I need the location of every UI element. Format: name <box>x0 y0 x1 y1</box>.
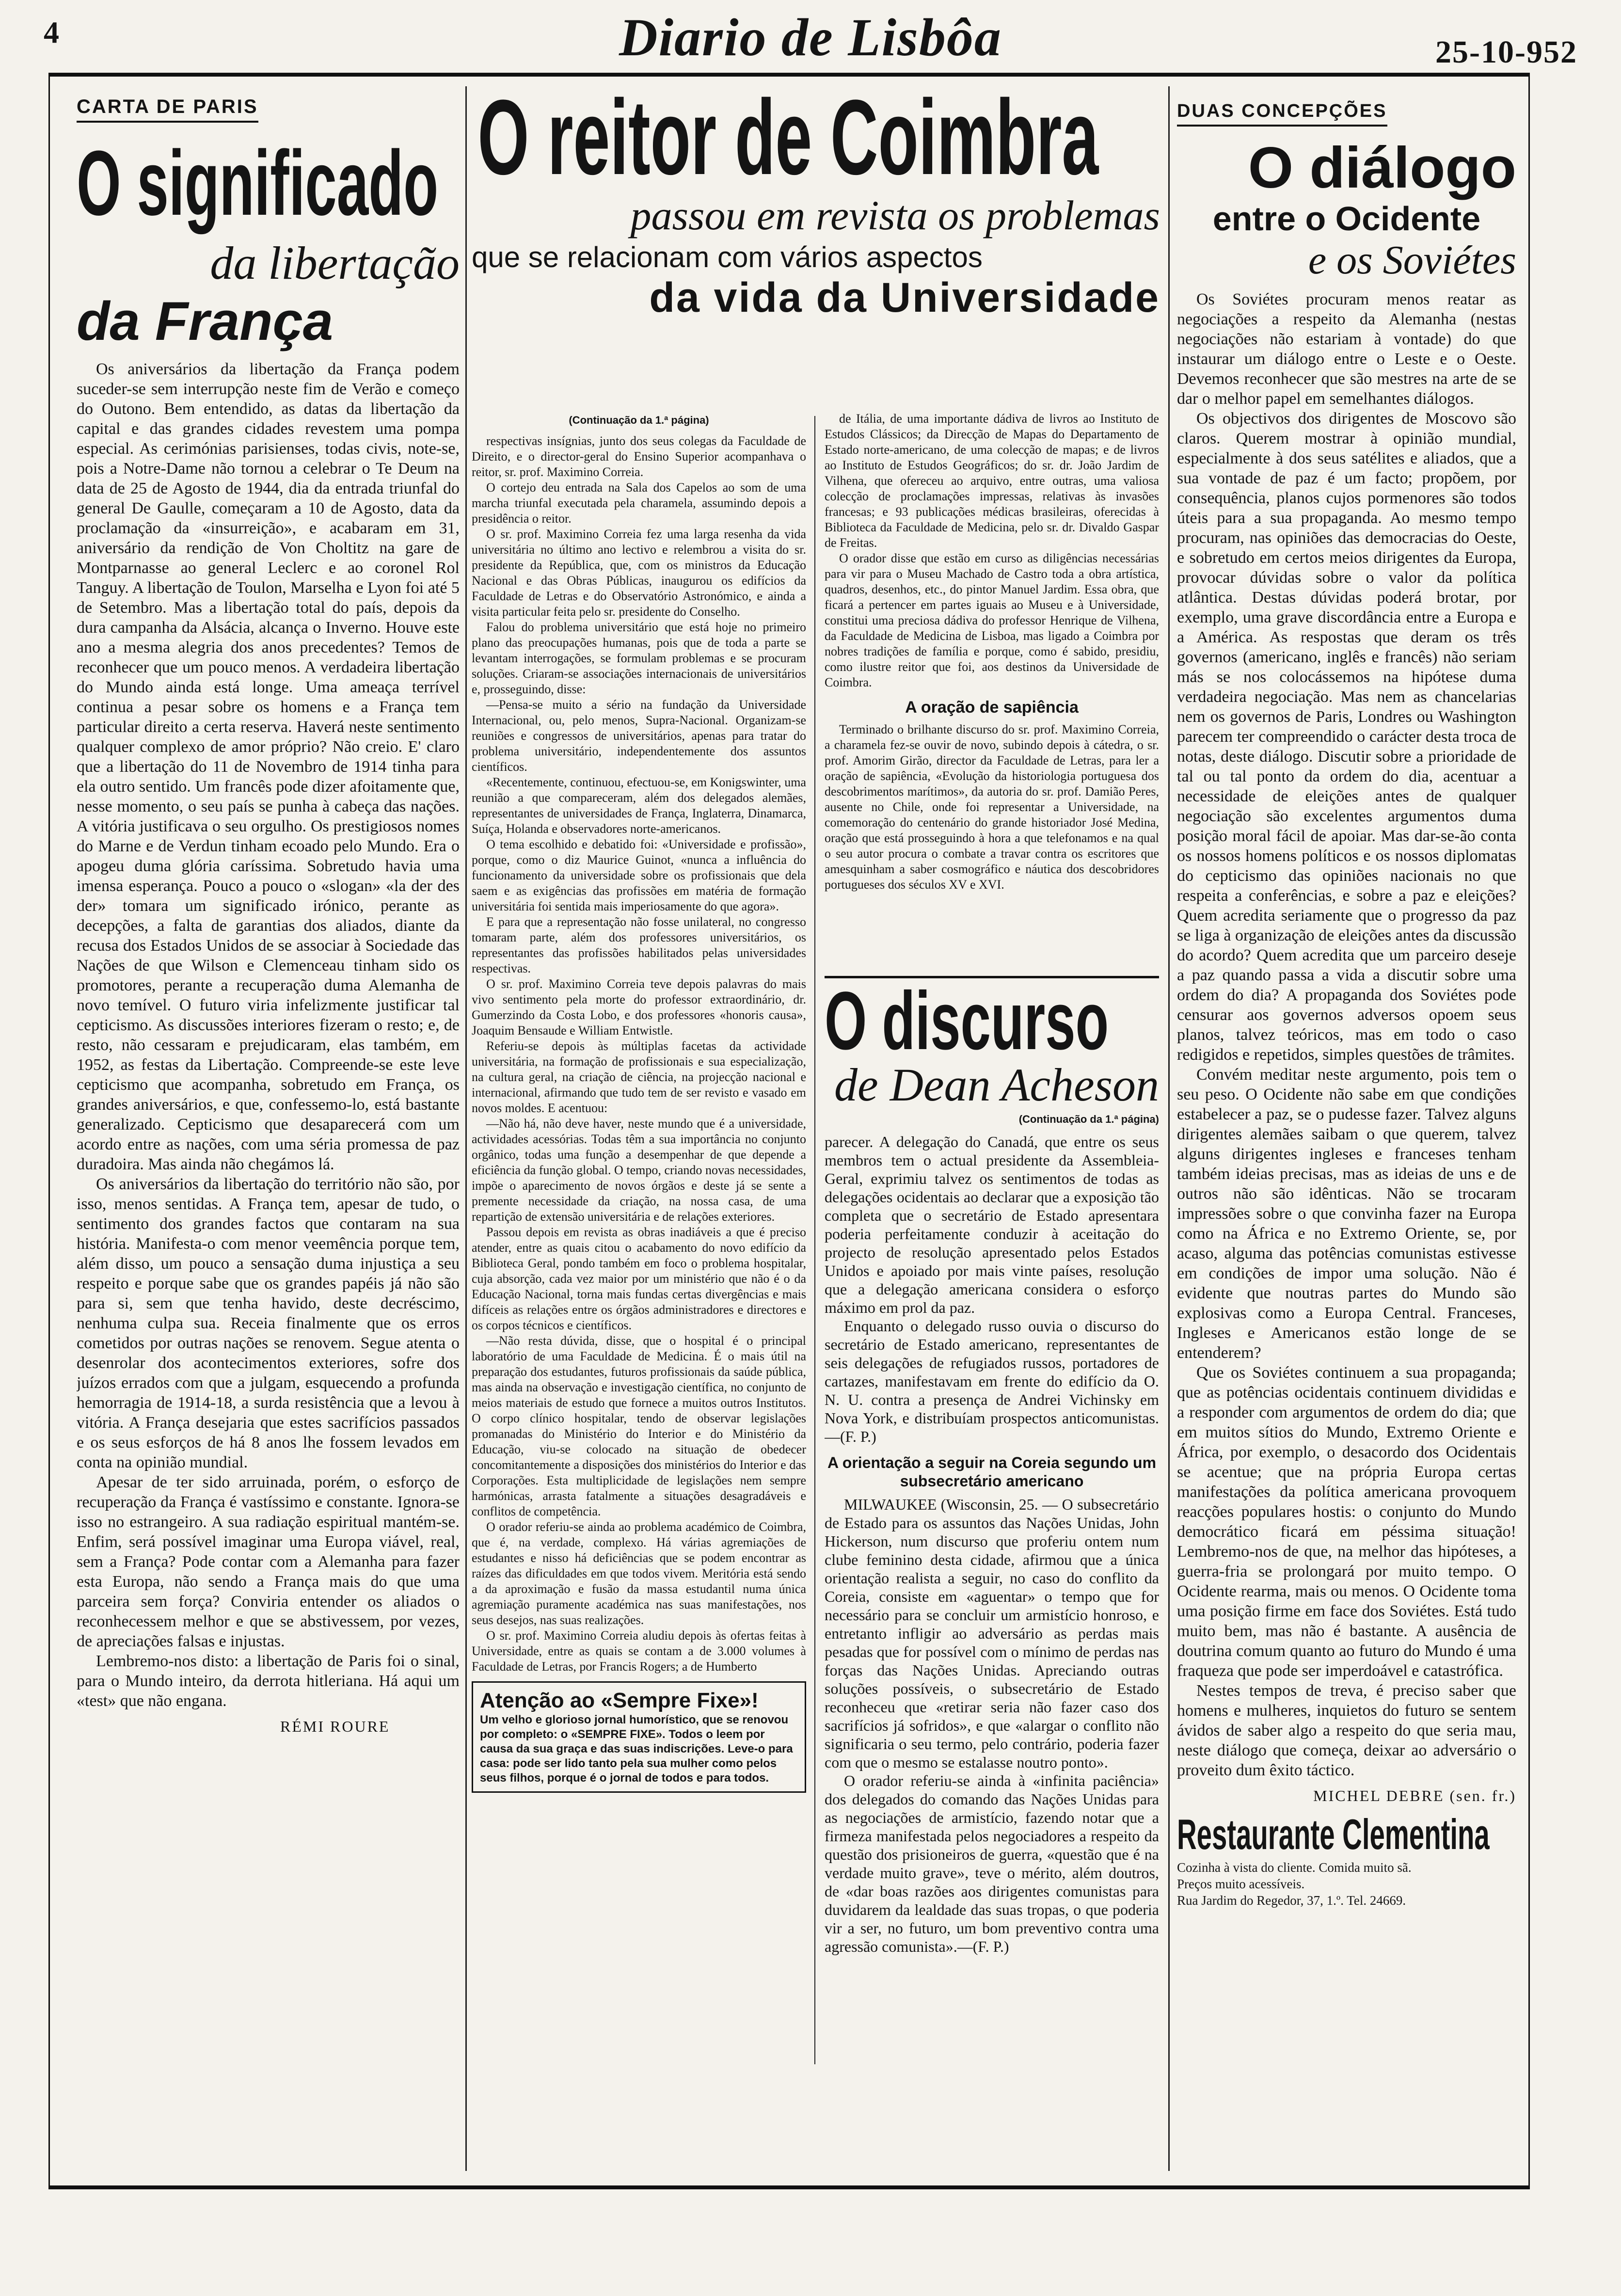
coimbra-column-a <box>472 411 806 2118</box>
article-headline: O diálogo <box>1248 135 1516 200</box>
paragraph: —Não há, não deve haver, neste mundo que é a universidade, actividades acessórias. Todas têm a sua importância no conjunto orgânico, todas uma função a desempenhar de que depende a eficiência da função global. O tempo, criando novas necessidades, impõe o aparecimento de novos órgãos e deste já se sente a premente necessidade da criação, na nossa casa, de uma repartição de extensão universitária e de relações exteriores. <box>472 1116 806 1224</box>
paragraph: Que os Soviétes continuem a sua propaganda; que as potências ocidentais continuem divididas e a responder com argumentos de ordem do dia; que em muitos sítios do Mundo, Extremo Oriente e África, por exemplo, o desacordo dos Ocidentais se acentue; que na própria Europa certas manifestações da política americana provoquem reacções populares hostis: o conjunto do Mundo democrático ficará em péssima situação! Lembremo-nos de que, na melhor das hipóteses, a guerra-fria se prolongará por muito tempo. O Ocidente rearma, mais ou menos. O Ocidente toma uma posição firme em face dos Soviétes. Está tudo muito bem, mas não é bastante. A ausência de doutrina comum quanto ao futuro do Mundo é uma fraqueza que pode ser imperdoável e catastrófica. <box>1177 1364 1516 1680</box>
article-body <box>825 411 1159 690</box>
article-headline: O discurso <box>825 976 1109 1067</box>
paragraph: O tema escolhido e debatido foi: «Universidade e profissão», porque, como o diz Maurice Guinot, «nunca a influência do funcionamento da universidade sobre os profissionais que dela saem e as exigências das profissões em matéria de formação universitária foi sentida mais imperiosamente do que agora». <box>472 837 806 913</box>
article-deck: passou em revista os problemas <box>630 192 1160 239</box>
article-headline: O reitor de Coimbra <box>477 78 1099 197</box>
article-byline: MICHEL DEBRE (sen. fr.) <box>1313 1787 1516 1804</box>
article-deck-line-3: da vida da Universidade <box>649 274 1160 321</box>
advert-text: Um velho e glorioso jornal humorístico, que se renovou por completo: o «SEMPRE FIXE». Todos o leem por causa da sua graça e das suas indiscrições. Leve-o para casa: pode ser lido tanto pela sua mulher como pelos seus filhos, porque é o jornal de todos e para todos. <box>480 1713 793 1785</box>
paragraph: Apesar de ter sido arruinada, porém, o esforço de recuperação da França é vastíssimo e constante. Ignora-se isso no estrangeiro. A sua radiação espiritual mantém-se. Enfim, será possível imaginar uma Europa viável, real, sem a França? Pode contar com a Alemanha para fazer esta Europa, não sendo a França mais do que uma parceira sem força? Conviria entender os aliados o reconhecessem melhor e que se abstivessem, por vezes, de apreciações falsas e injustas. <box>77 1473 460 1650</box>
paragraph: Convém meditar neste argumento, pois tem o seu peso. O Ocidente não sabe em que condições estabelecer a paz, se o pudesse fazer. Talvez alguns dirigentes alemães saibam o que querem, talvez alguns dirigentes ingleses e franceses tenham também ideias precisas, mas as ideias de uns e de outros não são idênticas. Não se trocaram impressões sobre o que convinha fazer na Europa como na África e no Extremo Oriente, se, por acaso, alguma das potências comunistas estivesse em condições de impor uma solução. Não é evidente que noutras partes do Mundo são explosivas como a Europa Central. Franceses, Ingleses e Americanos estão longe de se entenderem? <box>1177 1066 1516 1362</box>
paragraph: O orador referiu-se ainda à «infinita paciência» dos delegados do comando das Nações Unidas para as negociações de armistício, fazendo notar que a firmeza manifestada pelos negociadores a respeito da questão dos prisioneiros de guerra, «questão que é na verdade muito grave», teve o mérito, além doutros, de «dar boas razões aos dirigentes comunistas para duvidarem da lealdade das suas tropas, o que poderia vir a ser, no futuro, um bom preventivo contra uma agressão comunista».—(F. P.) <box>825 1772 1159 1955</box>
section-subhead: A oração de sapiência <box>905 698 1079 717</box>
advert-address: Rua Jardim do Regedor, 37, 1.º. Tel. 24669. <box>1177 1893 1406 1908</box>
paragraph: E para que a representação não fosse unilateral, no congresso tomaram parte, além dos professores universitários, os representantes das profissões habilitados pelas universidades respectivas. <box>472 915 806 975</box>
paragraph: Os Soviétes procuram menos reatar as negociações a respeito da Alemanha (nestas negociações não estariam à vontade) do que instaurar um diálogo entre o Leste e o Oeste. Devemos reconhecer que são mestres na arte de se dar o melhor papel em semelhantes diálogos. <box>1177 290 1516 408</box>
article-body <box>1177 289 1516 1780</box>
paragraph: Falou do problema universitário que está hoje no primeiro plano das preocupações humanas, pois que de toda a parte se levantam interrogações, se formulam problemas e se procuram soluções. Criaram-se associações internacionais de universitários e, prosseguindo, disse: <box>472 620 806 696</box>
article-paris-letter <box>77 77 460 2176</box>
article-body <box>77 359 460 1711</box>
paragraph: O sr. prof. Maximino Correia teve depois palavras do mais vivo sentimento pela morte do professor extraordinário, dr. Gumerzindo da Costa Lobo, e dos professores «honoris causa», Joaquim Bensaude e William Entwistle. <box>472 977 806 1037</box>
paragraph: O orador disse que estão em curso as diligências necessárias para vir para o Museu Machado de Castro toda a obra artística, quadros, desenhos, etc., do pintor Manuel Jardim. Essa obra, que ficará a pertencer em partes iguais ao Museu e à Universidade, constitui uma preciosa dádiva do professor Henrique de Vilhena, da Faculdade de Medicina de Lisboa, mas ligado a Coimbra por nobres tradições de família e porque, como é sabido, presidiu, como ilustre reitor que foi, aos destinos da Universidade de Coimbra. <box>825 551 1159 689</box>
paragraph: Enquanto o delegado russo ouvia o discurso do secretário de Estado americano, representantes de seis delegações de refugiados russos, portadores de cartazes, manifestavam em frente do edifício da O. N. U. contra a presença de Andrei Vichinsky em Nova York, e distribuíam prospectos anticomunistas.—(F. P.) <box>825 1317 1159 1445</box>
paragraph: O cortejo deu entrada na Sala dos Capelos ao som de uma marcha triunfal executada pela charamela, assumindo depois a presidência o reitor. <box>472 480 806 526</box>
paragraph: Os aniversários da libertação da França podem suceder-se sem interrupção neste fim de Verão e começo do Outono. Bem entendido, as datas da libertação da capital e das grandes cidades revestem uma pompa especial. As cerimónias parisienses, todas civis, note-se, pois a Notre-Dame não tornou a celebrar o Te Deum na data de 25 de Agosto de 1944, dia da entrada triunfal do general De Gaulle, começaram a 10 de Agosto, data da proclamação da «insurreição», e acabaram em 31, aniversário da rendição de Von Choltitz na gare de Montparnasse ao general Leclerc e ao coronel Rol Tanguy. A libertação de Toulon, Marselha e Lyon foi até 5 de Setembro. Mas a libertação total do país, depois da dura campanha da Alsácia, alcança o Inverno. Houve este ano a mesma alegria dos anos precedentes? Temos de reconhecer que um pouco menos. A verdadeira libertação do Mundo ainda está longe. Uma ameaça terrível continua a pesar sobre os homens e a França tem particular direito a certa reserva. Haverá neste sentimento qualquer complexo de amor próprio? Não creio. E' claro que a libertação do 11 de Novembro de 1914 tinha para ela outro sentido. Um francês pode dizer afoitamente que, nesse momento, o seu país se punha à cabeça das nações. A vitória justificava o seu orgulho. Os prestigiosos nomes do Marne e de Verdun tinham ecoado pelo Mundo. Era o apogeu duma glória caríssima. Sobretudo havia uma imensa esperança. Pouco a pouco o «slogan» «la der des der» tomara um significado irónico, perante as decepções, a falta de garantias dos aliados, diante da recusa dos Estados Unidos de se associar à Sociedade das Nações de que Wilson e Clemenceau tinham sido os promotores, perante a recuperação duma Alemanha de novo temível. O futuro viria infelizmente justificar tal cepticismo. As discussões interiores fizeram o resto; e, de resto, não cessaram e prejudicaram, elas também, em 1952, as festas da Libertação. Compreende-se este leve cepticismo que acompanha, sobretudo em França, os grandes aniversários, e que, confessemo-lo, está bastante generalizado. Cepticismo que desaparecerá com um acordo entre as nações, com uma séria promessa de paz duradoira. Mas ainda não chegámos lá. <box>77 360 460 1173</box>
article-body <box>825 1132 1159 1446</box>
article-kicker: CARTA DE PARIS <box>77 96 258 123</box>
article-body <box>472 433 806 1674</box>
article-body <box>825 1495 1159 1956</box>
article-byline: RÉMI ROURE <box>280 1718 390 1735</box>
paragraph: de Itália, de uma importante dádiva de livros ao Instituto de Estudos Clássicos; da Direcção de Mapas do Departamento de Estado norte-americano, de uma colecção de mapas; e de livros ao Instituto de Estudos Geográficos; do sr. dr. João Jardim de Vilhena, que ofereceu ao arquivo, entre outras, uma valiosa colecção de proclamações impressas, relativas às invasões francesas; e 93 publicações médicas brasileiras, oferecidas à Biblioteca da Faculdade de Medicina, pelo sr. dr. Divaldo Gaspar de Freitas. <box>825 412 1159 550</box>
page-frame <box>48 73 1530 2189</box>
advert-title: Atenção ao «Sempre Fixe»! <box>480 1689 759 1712</box>
paragraph: parecer. A delegação do Canadá, que entre os seus membros tem o actual presidente da Assembleia-Geral, exprimiu talvez os sentimentos de todas as delegações ocidentais ao declarar que a exposição tão completa que o secretário de Estado apresentara poderia perfeitamente conduzir à aceitação do projecto de resolução apresentado pelos Estados Unidos e apoiado por mais vinte países, resolução que a delegação americana considera o esforço máximo em prol da paz. <box>825 1133 1159 1316</box>
article-headline-line-3: da França <box>77 291 334 351</box>
advert-title: Restaurante Clementina <box>1177 1810 1490 1858</box>
advert-line: Cozinha à vista do cliente. Comida muito sã. <box>1177 1860 1412 1875</box>
article-kicker: DUAS CONCEPÇÕES <box>1177 101 1387 127</box>
coimbra-column-b <box>825 411 1159 944</box>
paragraph: Os objectivos dos dirigentes de Moscovo são claros. Querem mostrar à opinião mundial, especialmente à dos seus satélites e aliados, que a sua vontade de paz é um facto; propõem, por consequência, planos cujos pormenores são todos úteis para a sua propaganda. Ao mesmo tempo procuram, nas opiniões das democracias do Oeste, e sobretudo em certos meios dirigentes da Europa, provocar dúvidas sobre o valor da política atlântica. Destas dúvidas poderá brotar, por exemplo, uma grave discordância entre a Europa e a América. As respostas que deram os três governos (americano, inglês e francês) não seriam más se nos colocássemos na hipótese duma verdadeira negociação. Mas nem as chancelarias nem os governos de Paris, Londres ou Washington parecem ter compreendido o carácter desta troca de notas, deste diálogo. Discutir sobre a prioridade de tal ou tal ponto da ordem do dia, acentuar a necessidade de eleições antes de qualquer negociação são excelentes argumentos duma posição moral fácil de apoiar. Mas dar-se-ão conta os nossos homens políticos e os nossos diplomatas do cepticismo das opiniões nacionais no que respeita a conferências, e sobre a paz e eleições? Quem acredita seriamente que o progresso da paz se liga à organização de eleições antes da discussão do acordo? Quem acredita que um parceiro deseje a paz quando passa a vida a discutir sobre uma ordem do dia? A propaganda dos Soviétes pode censurar aos governos adversos opoem seus planos, talvez teóricos, mas em todo o caso redigidos e repetidos, simples questões de trâmites. <box>1177 410 1516 1064</box>
article-headline-line-2: da libertação <box>210 237 460 289</box>
paragraph: MILWAUKEE (Wisconsin, 25. — O subsecretário de Estado para os assuntos das Nações Unidas, John Hickerson, num discurso que proferiu ontem num clube feminino desta cidade, afirmou que a única orientação realista a seguir, no caso do conflito da Coreia, consiste em «aguentar» o tempo que for necessário para se concluir um armistício honroso, e entretanto infligir ao adversário as perdas mais pesadas que for possível com o mínimo de perdas nas forças das Nações Unidas. Apreciando outras soluções possíveis, o subsecretário de Estado reconheceu que «retirar seria não fazer caso dos sacrifícios já sofridos», e que «alargar o conflito não significaria o seu termo, pelo contrário, poderia fazer com que o mesmo se estalasse noutro ponto». <box>825 1496 1159 1771</box>
paragraph: O sr. prof. Maximino Correia aludiu depois às ofertas feitas à Universidade, entre as quais se contam a de 3.000 volumes à Faculdade de Letras, por Francis Rogers; a de Humberto <box>472 1628 806 1674</box>
paragraph: respectivas insígnias, junto dos seus colegas da Faculdade de Direito, e o director-geral do Ensino Superior acompanhava o reitor, sr. prof. Maximino Correia. <box>472 434 806 479</box>
column-rule <box>1168 86 1170 2171</box>
article-acheson-speech <box>825 976 1159 2176</box>
article-headline-line-2: entre o Ocidente <box>1212 200 1481 238</box>
advert-line: Preços muito acessíveis. <box>1177 1877 1305 1891</box>
paragraph: O sr. prof. Maximino Correia fez uma larga resenha da vida universitária no último ano lectivo e relembrou a visita do sr. presidente da República, que, com os ministros da Educação Nacional e das Obras Públicas, inaugurou os edifícios da Faculdade de Letras e do Observatório Astronómico, e ainda a visita particular feita pelo sr. presidente do Conselho. <box>472 527 806 619</box>
restaurant-advert <box>1177 1810 1516 1909</box>
article-coimbra-rector <box>472 77 1160 2176</box>
section-subhead: A orientação a seguir na Coreia segundo um subsecretário americano <box>827 1454 1157 1490</box>
paragraph: O orador referiu-se ainda ao problema académico de Coimbra, que é, na verdade, complexo. Há várias agremiações de estudantes e nisso há deficiências que se podem encontrar as raízes das dificuldades em que todos vivem. Meritória está sendo a da aproximação e fusão da massa estudantil numa única agremiação puramente académica nas suas manifestações, nos seus desejos, nas suas realizações. <box>472 1520 806 1627</box>
continuation-note: (Continuação da 1.ª página) <box>1018 1113 1159 1125</box>
article-deck-line-2: que se relacionam com vários aspectos <box>472 241 983 273</box>
masthead <box>0 0 1621 73</box>
paragraph: Referiu-se depois às múltiplas facetas da actividade universitária, na formação de profissionais e sua especialização, na cultura geral, na criação de ciência, na projecção nacional e internacional, afirmando que tudo tem de ser revisto e vasado em novos moldes. E acentuou: <box>472 1039 806 1115</box>
paragraph: «Recentemente, continuou, efectuou-se, em Konigswinter, uma reunião a que compareceram, além dos delegados alemães, representantes de universidades de França, Inglaterra, Dinamarca, Suíça, Holanda e observadores norte-americanos. <box>472 775 806 836</box>
newspaper-nameplate: Diario de Lisbôa <box>619 8 1002 67</box>
column-rule <box>465 86 467 2171</box>
paragraph: Os aniversários da libertação do território não são, por isso, menos sentidas. A França tem, apesar de tudo, o sentimento dos grandes factos que contaram na sua história. Manifesta-o com menor veemência porque tem, além disso, um pouco a sensação duma injustiça a seu respeito e porque sabe que os grandes papéis já não são para si, sem que tenha havido, deste decréscimo, nenhuma culpa sua. Receia finalmente que os erros cometidos por outras nações se renovem. Segue atenta o desenrolar dos acontecimentos exteriores, sofre dos juízos errados com que a julgam, esquecendo a profunda hemorragia de 1914-18, a surda resistência que a levou à vitória. A França desejaria que estes sacrifícios passados e os seus esforços de há 8 anos lhe fossem levados em conta na opinião mundial. <box>77 1175 460 1471</box>
continuation-note: (Continuação da 1.ª página) <box>569 414 709 426</box>
issue-date: 25-10-952 <box>1435 34 1577 70</box>
article-body <box>825 722 1159 893</box>
article-dialogue <box>1177 77 1516 2176</box>
paragraph: —Não resta dúvida, disse, que o hospital é o principal laboratório de uma Faculdade de Medicina. É o mais útil na preparação dos estudantes, futuros profissionais da saúde pública, mas ainda na observação e investigação científica, no conjunto de meios materiais de estudo que fornece a muitos outros Institutos. O corpo clínico hospitalar, tendo de observar legislações promanadas do Ministério do Interior e do Ministério da Educação, viu-se colocado na situação de obedecer concomitantemente a disposições dos ministérios do Interior e das Corporações. Esta multiplicidade de legislações nem sempre harmónicas, arrasta fatalmente a situações desagradáveis e conflitos de competência. <box>472 1334 806 1518</box>
paragraph: Passou depois em revista as obras inadiáveis a que é preciso atender, entre as quais citou o acabamento do novo edifício da Biblioteca Geral, pondo também em foco o problema hospitalar, cuja absorção, cada vez maior por um ministério que não é o da Educação Nacional, torna mais fundas certas divergências e mais difíceis as relações entre os órgãos administradores e directores e os corpos técnicos e científicos. <box>472 1225 806 1332</box>
article-headline-line-2: de Dean Acheson <box>834 1059 1159 1111</box>
article-headline-line-3: e os Soviétes <box>1308 238 1516 283</box>
column-rule <box>814 416 815 2064</box>
paragraph: Nestes tempos de treva, é preciso saber que homens e mulheres, inquietos do futuro se sentem ávidos de saber algo a respeito do que seria mau, neste diálogo que começa, deixar ao adversário o proveito dum êxito táctico. <box>1177 1682 1516 1779</box>
page-number: 4 <box>44 15 59 49</box>
paragraph: —Pensa-se muito a sério na fundação da Universidade Internacional, ou, pelo menos, Supra-Nacional. Organizam-se reuniões e congressos de universitários, apenas para tratar do problema universitário, independentemente dos assuntos científicos. <box>472 698 806 774</box>
paragraph: Terminado o brilhante discurso do sr. prof. Maximino Correia, a charamela fez-se ouvir de novo, subindo depois à cátedra, o sr. prof. Amorim Girão, director da Faculdade de Letras, para ler a oração de sapiência, «Evolução da historiologia portuguesa dos descobrimentos marítimos», da autoria do sr. prof. Damião Peres, ausente no Chile, onde foi representar a Universidade, na comemoração do centenário do grande historiador José Medina, oração que está prosseguindo à hora a que telefonamos e na qual o seu autor procura o combate a travar contra os escritores que amesquinham a saber cosmográfico e náutica dos descobridores portugueses dos séculos XV e XVI. <box>825 722 1159 892</box>
sempre-fixe-advert <box>472 1681 806 1793</box>
article-headline: O significado <box>77 132 439 235</box>
paragraph: Lembremo-nos disto: a libertação de Paris foi o sinal, para o Mundo inteiro, da derrota hitleriana. Há aqui um «test» que não engana. <box>77 1652 460 1710</box>
